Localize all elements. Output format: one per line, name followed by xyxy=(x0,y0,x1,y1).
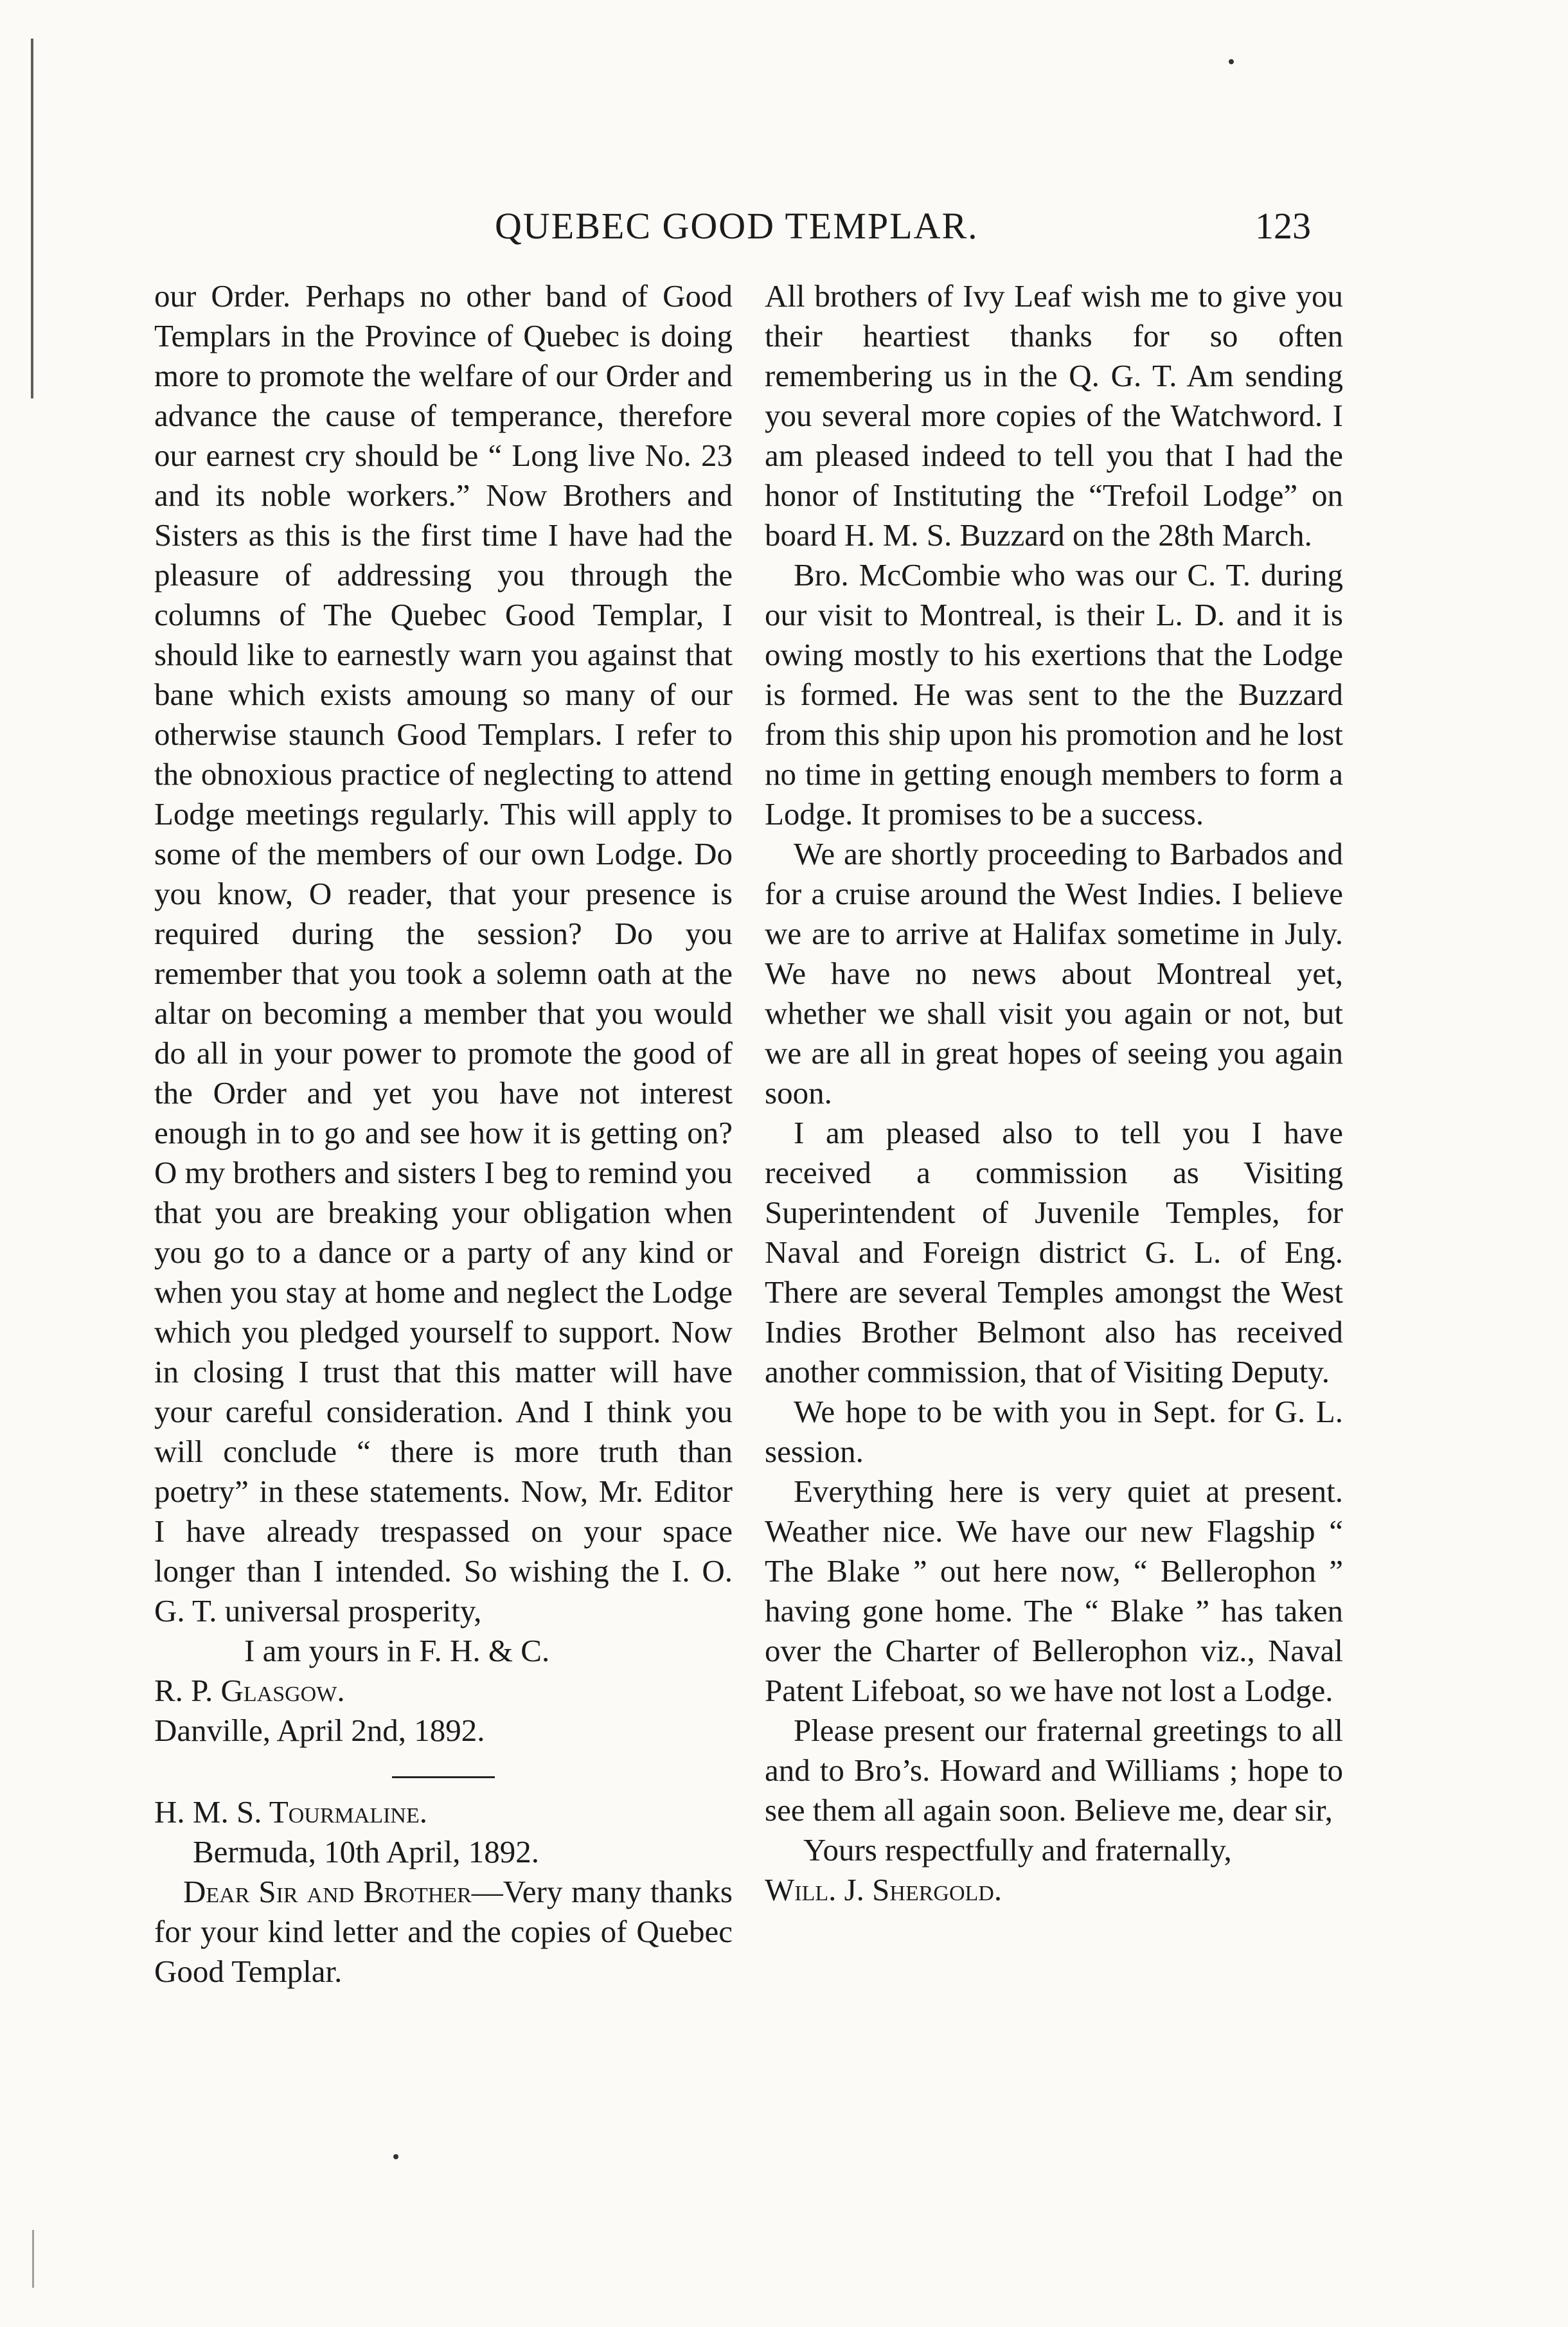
letter-closing: I am yours in F. H. & C. xyxy=(244,1633,550,1668)
letter2-vessel: H. M. S. Tourmaline. xyxy=(154,1794,427,1830)
left-column xyxy=(154,276,733,1992)
right-paragraph-1: All brothers of Ivy Leaf wish me to give you their heartiest thanks for so often remembering us in the Q. G. T. Am sending you several more copies of the Watchword. I am pleased indeed to tell you that I had the honor of Instituting the “Trefoil Lodge” on board H. M. S. Buzzard on the 28th March. xyxy=(765,278,1343,553)
right-paragraph-6: Everything here is very quiet at present. Weather nice. We have our new Flagship “ The Blake ” out here now, “ Bellerophon ” having gone home. The “ Blake ” has taken over the Charter of Bellerophon viz., Naval Patent Lifeboat, so we have not lost a Lodge. xyxy=(765,1474,1343,1708)
right-paragraph-5: We hope to be with you in Sept. for G. L. session. xyxy=(765,1394,1343,1469)
letter2-place-date: Bermuda, 10th April, 1892. xyxy=(193,1834,539,1869)
left-paragraph-1: our Order. Perhaps no other band of Good Templars in the Province of Quebec is doing more to promote the welfare of our Order and advance the cause of temperance, therefore our earnest cry should be “ Long live No. 23 and its noble workers.” Now Brothers and Sisters as this is the first time I have had the pleasure of addressing you through the columns of The Quebec Good Templar, I should like to earnestly warn you against that bane which exists amoung so many of our otherwise staunch Good Templars. I refer to the obnoxious practice of neglecting to attend Lodge meetings regularly. This will apply to some of the members of our own Lodge. Do you know, O reader, that your presence is required during the session? Do you remember that you took a solemn oath at the altar on becoming a member that you would do all in your power to promote the good of the Order and yet you have not interest enough in to go and see how it is getting on? O my brothers and sisters I beg to remind you that you are breaking your obligation when you go to a dance or a party of any kind or when you stay at home and neglect the Lodge which you pledged yourself to support. Now in closing I trust that this matter will have your careful consideration. And I think you will conclude “ there is more truth than poetry” in these statements. Now, Mr. Editor I have already trespassed on your space longer than I intended. So wishing the I. O. G. T. universal prosperity, xyxy=(154,278,733,1628)
letter2-salutation: Dear Sir and Brother xyxy=(183,1874,472,1909)
running-header xyxy=(154,204,1311,256)
scan-edge-mark xyxy=(31,39,33,398)
journal-title: QUEBEC GOOD TEMPLAR. xyxy=(495,205,979,247)
scan-speck xyxy=(393,2154,398,2159)
right-paragraph-3: We are shortly proceeding to Barbados and for a cruise around the West Indies. I believe we are to arrive at Halifax sometime in July. We have no news about Montreal yet, whether we shall visit you again or not, but we are all in great hopes of seeing you again soon. xyxy=(765,836,1343,1110)
scan-edge-mark-bottom xyxy=(32,2230,34,2288)
section-divider xyxy=(392,1776,495,1778)
right-paragraph-4: I am pleased also to tell you I have received a commission as Visiting Superintendent of Juvenile Temples, for Naval and Foreign district G. L. of Eng. There are several Temples amongst the West Indies Brother Belmont also has received another commission, that of Visiting Deputy. xyxy=(765,1115,1343,1389)
letter-dateline: Danville, April 2nd, 1892. xyxy=(154,1713,485,1748)
right-letter-closing: Yours respectfully and fraternally, xyxy=(803,1832,1232,1868)
right-column xyxy=(765,276,1343,1910)
scan-speck xyxy=(1229,59,1234,64)
right-paragraph-7: Please present our fraternal greetings to all and to Bro’s. Howard and Williams ; hope to see them all again soon. Believe me, dear sir, xyxy=(765,1713,1343,1828)
letter-signature: R. P. Glasgow. xyxy=(154,1673,345,1708)
right-letter-signature: Will. J. Shergold. xyxy=(765,1872,1002,1907)
right-paragraph-2: Bro. McCombie who was our C. T. during our visit to Montreal, is their L. D. and it is owing mostly to his exertions that the Lodge is formed. He was sent to the the Buzzard from this ship upon his promotion and he lost no time in getting enough members to form a Lodge. It promises to be a success. xyxy=(765,557,1343,832)
letter2-opening: —Very many thanks for your kind letter and the copies of Quebec Good Templar. xyxy=(154,1874,733,1989)
page-number: 123 xyxy=(1255,205,1311,247)
letter2-opening-paragraph xyxy=(154,1872,733,1992)
